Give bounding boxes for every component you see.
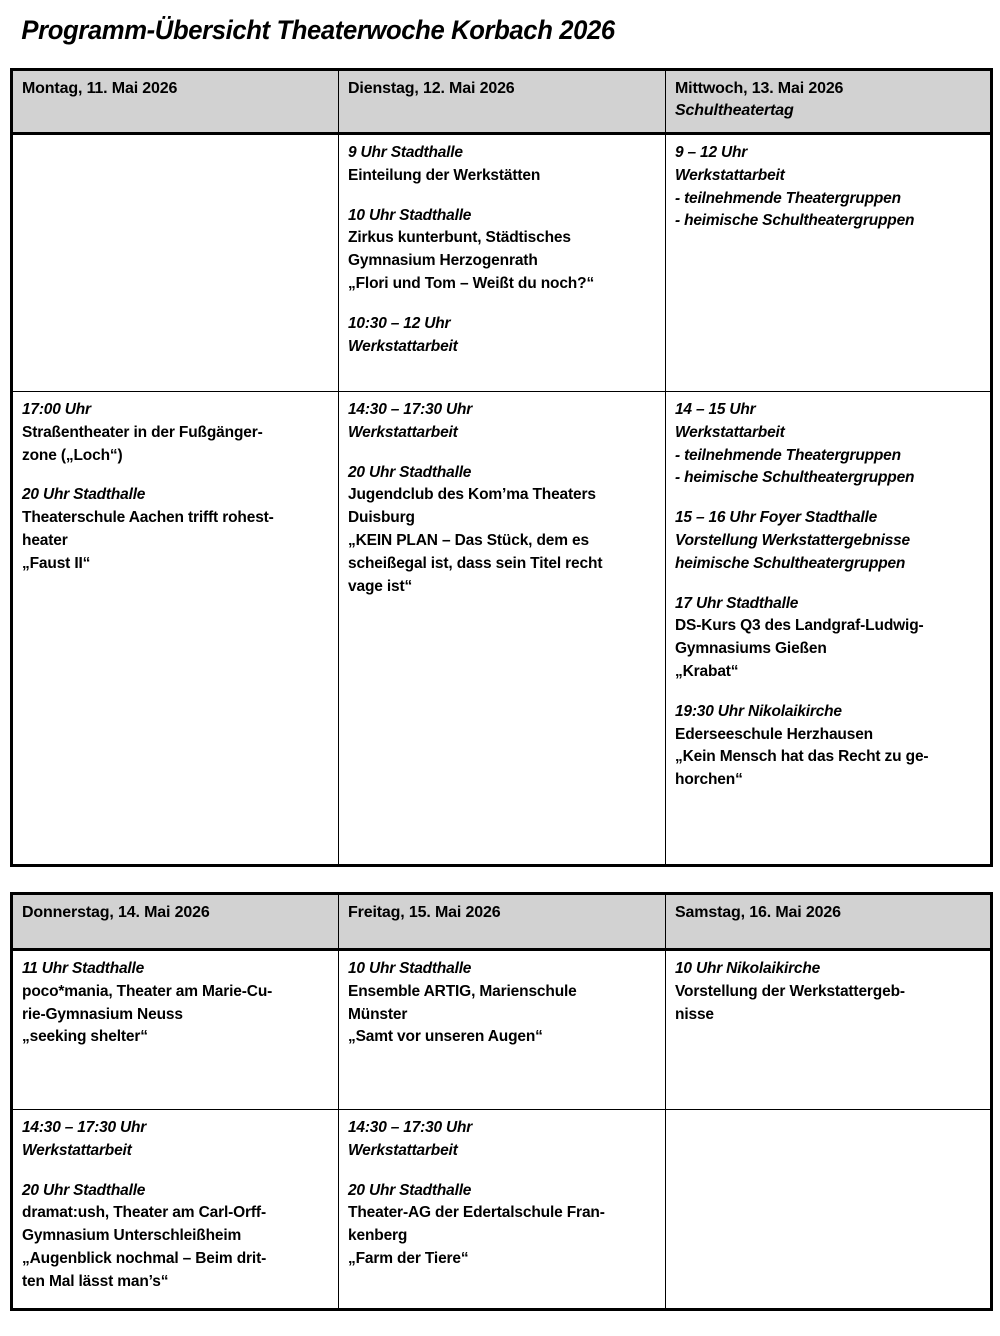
event-time-venue: 14:30 – 17:30 Uhr [348,1119,473,1137]
event-time-venue: 15 – 16 Uhr Foyer Stadthalle [675,509,878,527]
event-entry [675,701,981,792]
schedule-table-week-part-1 [10,68,993,867]
event-detail-line: „Samt vor unseren Augen“ [348,1028,543,1046]
table-header-row-1 [12,69,992,133]
event-entry [348,142,656,188]
event-detail-line: heimische Schultheatergruppen [675,554,906,572]
event-detail-line: Werkstattarbeit [348,1141,458,1159]
event-detail-line: Theaterschule Aachen trifft rohest- [22,509,274,527]
event-detail-line: „Flori und Tom – Weißt du noch?“ [348,275,595,293]
event-detail-line: Münster [348,1005,408,1023]
event-detail-line: Werkstattarbeit [675,423,785,441]
column-header-day: Donnerstag, 14. Mai 2026 [22,904,210,922]
table-row [12,134,992,392]
event-entry [22,958,329,1049]
column-header-donnerstag [12,894,339,950]
event-entry [348,958,656,1049]
event-entry [348,1117,656,1163]
event-detail-line: heater [22,532,68,550]
event-time-venue: 10:30 – 12 Uhr [348,314,451,332]
event-detail-line: „seeking shelter“ [22,1028,148,1046]
event-detail-line: kenberg [348,1227,408,1245]
column-header-day: Mittwoch, 13. Mai 2026 [675,79,844,97]
event-time-venue: 10 Uhr Stadthalle [348,960,472,978]
event-time-venue: 20 Uhr Stadthalle [348,463,472,481]
event-time-venue: 14 – 15 Uhr [675,401,756,419]
event-entry [22,1117,329,1163]
event-entry [348,462,656,599]
event-time-venue: 11 Uhr Stadthalle [22,960,145,978]
column-header-samstag [666,894,992,950]
event-detail-line: Zirkus kunterbunt, Städtisches [348,229,571,247]
event-detail-line: Duisburg [348,509,415,527]
event-detail-line: Werkstattarbeit [22,1141,132,1159]
table-row [12,950,992,1110]
column-header-freitag [339,894,666,950]
event-detail-line: Gymnasium Herzogenrath [348,252,538,270]
column-header-day: Montag, 11. Mai 2026 [22,79,178,97]
event-entry [675,958,981,1026]
event-entry [22,399,329,467]
event-time-venue: 10 Uhr Nikolaikirche [675,960,821,978]
event-detail-line: scheißegal ist, dass sein Titel recht [348,554,603,572]
event-detail-line: Theater-AG der Edertalschule Fran- [348,1204,605,1222]
event-detail-line: rie-Gymnasium Neuss [22,1005,183,1023]
event-detail-line: zone („Loch“) [22,446,123,464]
event-entry [675,399,981,490]
event-entry [348,205,656,296]
event-time-venue: 14:30 – 17:30 Uhr [348,401,473,419]
event-detail-line: Vorstellung Werkstattergebnisse [675,532,910,550]
cell-samstag-vormittag [666,950,992,1110]
event-entry [348,313,656,359]
event-detail-line: - teilnehmende Theatergruppen [675,446,901,464]
event-detail-line: Werkstattarbeit [675,166,785,184]
cell-mittwoch-vormittag [666,134,992,392]
event-detail-line: Gymnasiums Gießen [675,640,827,658]
cell-montag-vormittag [12,134,339,392]
event-entry [348,399,656,445]
event-entry [675,593,981,684]
event-detail-line: Ensemble ARTIG, Marienschule [348,982,577,1000]
event-detail-line: dramat:ush, Theater am Carl-Orff- [22,1204,266,1222]
event-detail-line: Ederseeschule Herzhausen [675,725,873,743]
cell-donnerstag-nachmittag [12,1110,339,1310]
event-entry [675,507,981,575]
event-time-venue: 19:30 Uhr Nikolaikirche [675,702,842,720]
event-time-venue: 17:00 Uhr [22,401,91,419]
event-detail-line: Gymnasium Unterschleißheim [22,1227,242,1245]
event-entry [22,1180,329,1294]
event-time-venue: 9 Uhr Stadthalle [348,144,463,162]
event-detail-line: Vorstellung der Werkstattergeb- [675,982,905,1000]
event-detail-line: - teilnehmende Theatergruppen [675,189,901,207]
cell-donnerstag-vormittag [12,950,339,1110]
event-time-venue: 20 Uhr Stadthalle [348,1181,472,1199]
event-detail-line: Jugendclub des Kom’ma Theaters [348,486,596,504]
event-detail-line: Straßentheater in der Fußgänger- [22,423,263,441]
event-detail-line: vage ist“ [348,577,413,595]
event-time-venue: 14:30 – 17:30 Uhr [22,1119,147,1137]
column-header-day: Dienstag, 12. Mai 2026 [348,79,515,97]
cell-freitag-nachmittag [339,1110,666,1310]
table-row [12,392,992,866]
table-header-row-2 [12,894,992,950]
event-time-venue: 20 Uhr Stadthalle [22,1181,146,1199]
schedule-table-week-part-2 [10,892,993,1311]
event-detail-line: nisse [675,1005,714,1023]
event-entry [675,142,981,233]
event-detail-line: poco*mania, Theater am Marie-Cu- [22,982,273,1000]
column-header-montag [12,69,339,133]
event-detail-line: „Farm der Tiere“ [348,1250,469,1268]
cell-samstag-nachmittag [666,1110,992,1310]
event-detail-line: DS-Kurs Q3 des Landgraf-Ludwig- [675,617,924,635]
cell-montag-nachmittag [12,392,339,866]
column-header-dienstag [339,69,666,133]
event-detail-line: ten Mal lässt man’s“ [22,1272,169,1290]
page-title: Programm-Übersicht Theaterwoche Korbach 2026 [21,15,615,45]
event-time-venue: 10 Uhr Stadthalle [348,206,472,224]
event-detail-line: - heimische Schultheatergruppen [675,469,915,487]
event-detail-line: „Kein Mensch hat das Recht zu ge- [675,748,929,766]
event-detail-line: Einteilung der Werkstätten [348,166,541,184]
event-detail-line: „Krabat“ [675,662,739,680]
cell-dienstag-vormittag [339,134,666,392]
event-detail-line: „Faust II“ [22,554,91,572]
event-time-venue: 17 Uhr Stadthalle [675,594,799,612]
table-row [12,1110,992,1310]
event-detail-line: - heimische Schultheatergruppen [675,212,915,230]
event-detail-line: horchen“ [675,771,743,789]
event-time-venue: 20 Uhr Stadthalle [22,486,146,504]
event-detail-line: „Augenblick nochmal – Beim drit- [22,1250,267,1268]
column-header-day: Samstag, 16. Mai 2026 [675,904,841,922]
column-header-day: Freitag, 15. Mai 2026 [348,904,501,922]
cell-dienstag-nachmittag [339,392,666,866]
event-detail-line: Werkstattarbeit [348,337,458,355]
event-detail-line: Werkstattarbeit [348,423,458,441]
column-header-mittwoch [666,69,992,133]
event-detail-line: „KEIN PLAN – Das Stück, dem es [348,532,589,550]
cell-mittwoch-nachmittag [666,392,992,866]
event-entry [348,1180,656,1271]
column-header-subtitle: Schultheatertag [675,102,794,120]
event-time-venue: 9 – 12 Uhr [675,144,748,162]
cell-freitag-vormittag [339,950,666,1110]
event-entry [22,484,329,575]
